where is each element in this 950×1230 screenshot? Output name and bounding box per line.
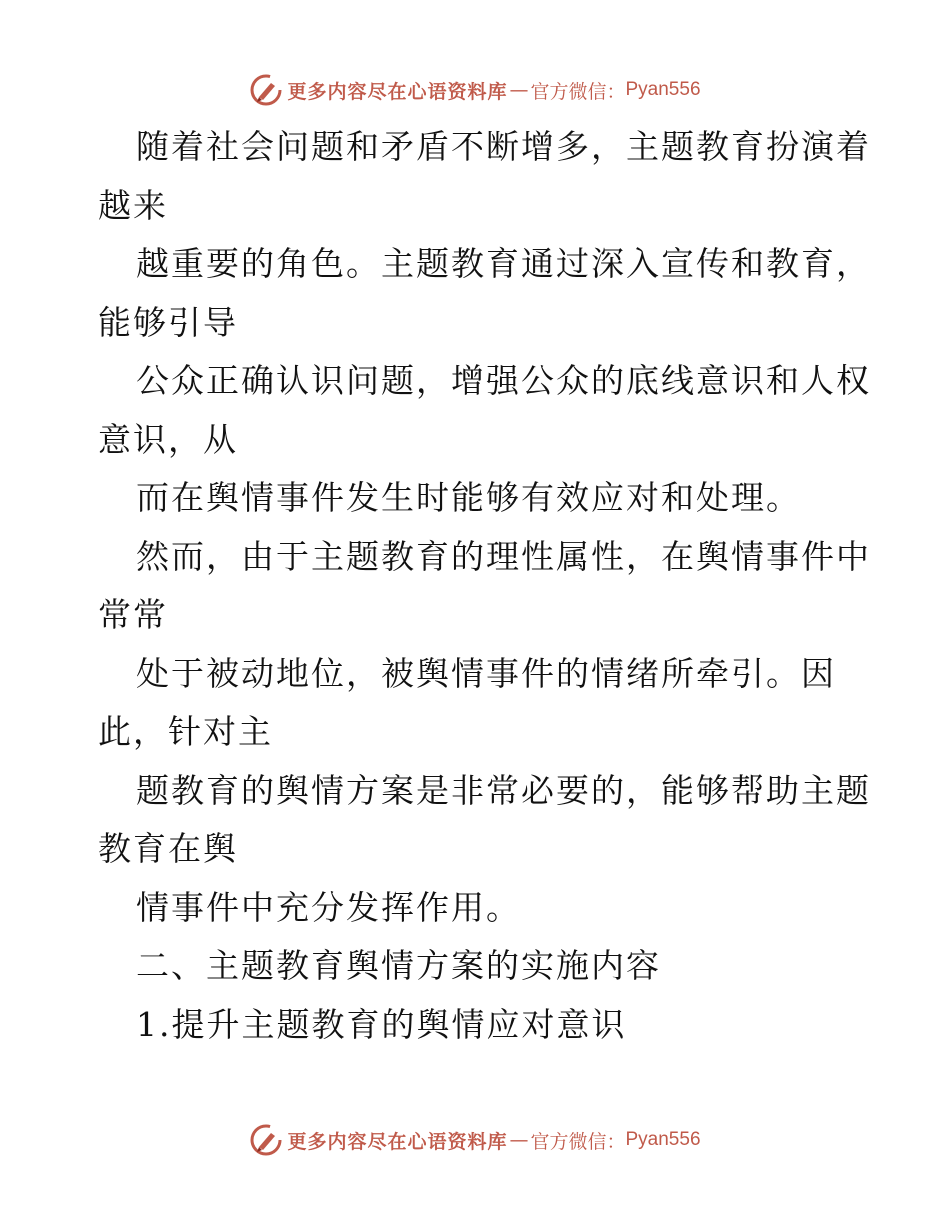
contact-label: 官方微信： (530, 80, 626, 103)
contact-label: 官方微信： (530, 1130, 626, 1153)
paragraph-line: 题教育的舆情方案是非常必要的，能够帮助主题 (136, 770, 871, 810)
banner-dash: — (509, 79, 529, 101)
red-pen-swirl-logo-icon (249, 73, 283, 107)
section-heading: 二、主题教育舆情方案的实施内容 (136, 946, 661, 985)
promo-text: 更多内容尽在心语资料库 (287, 1130, 508, 1153)
paragraph-line: 处于被动地位，被舆情事件的情绪所牵引。因 (136, 653, 836, 693)
wechat-id: Pyan556 (625, 79, 701, 100)
paragraph-line: 常常 (98, 595, 168, 634)
paragraph-line: 意识，从 (98, 419, 238, 459)
red-pen-swirl-logo-icon (249, 1123, 283, 1157)
paragraph-line: 能够引导 (98, 302, 238, 342)
paragraph-line: 越重要的角色。主题教育通过深入宣传和教育， (136, 244, 871, 283)
paragraph-line: 情事件中充分发挥作用。 (136, 887, 521, 927)
promo-text: 更多内容尽在心语资料库 (287, 80, 508, 103)
header-watermark-banner (0, 70, 950, 110)
document-body (98, 118, 871, 1054)
paragraph-line: 此，针对主 (98, 712, 273, 751)
wechat-id: Pyan556 (625, 1129, 701, 1150)
paragraph-line: 而在舆情事件发生时能够有效应对和处理。 (136, 478, 801, 517)
subsection-heading: 1.提升主题教育的舆情应对意识 (136, 1004, 627, 1044)
paragraph-line: 然而，由于主题教育的理性属性，在舆情事件中 (136, 536, 871, 576)
paragraph-line: 教育在舆 (98, 829, 238, 868)
paragraph-line: 公众正确认识问题，增强公众的底线意识和人权 (136, 361, 871, 400)
paragraph-line: 随着社会问题和矛盾不断增多，主题教育扮演着 (136, 127, 871, 166)
footer-watermark-banner (0, 1120, 950, 1160)
banner-dash: — (509, 1129, 529, 1151)
paragraph-line: 越来 (98, 185, 168, 225)
